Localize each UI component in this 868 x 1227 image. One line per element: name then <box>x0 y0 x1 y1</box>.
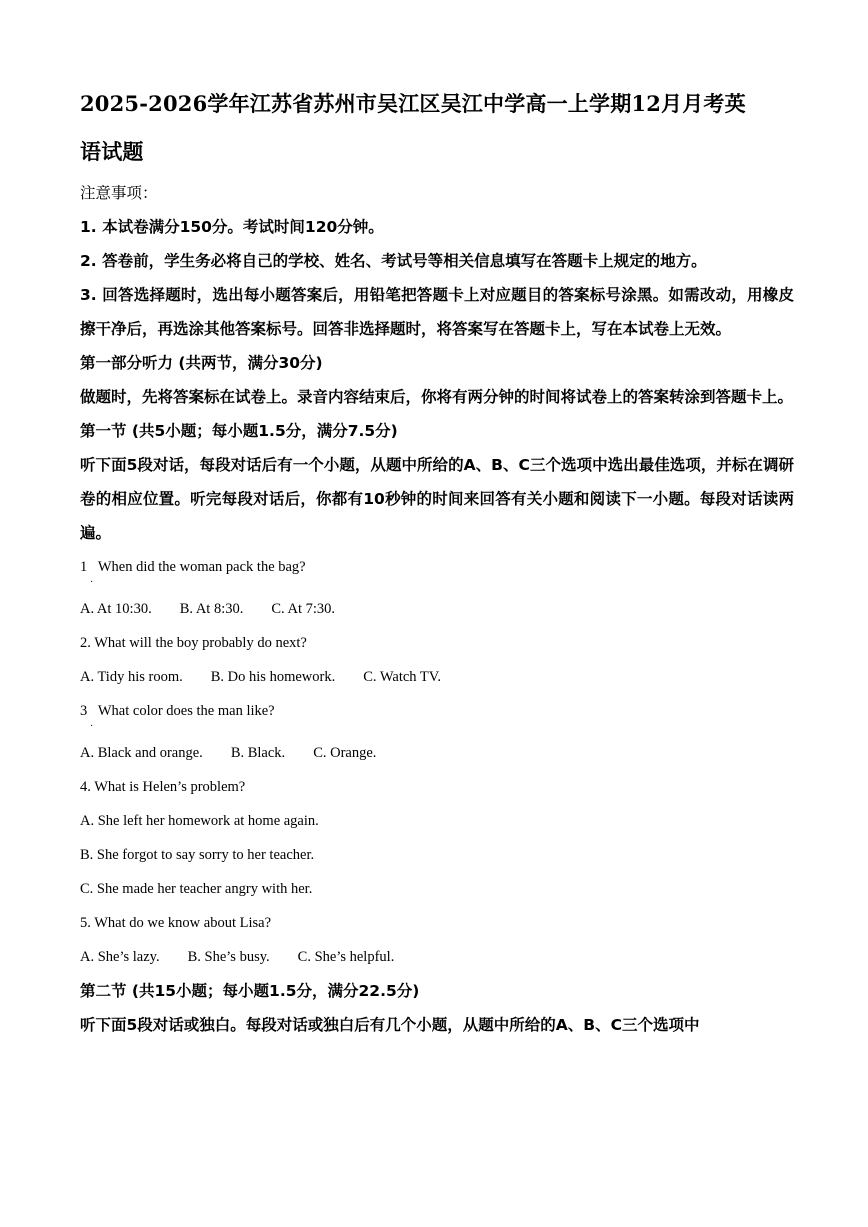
title-line-2: 语试题 <box>80 139 144 164</box>
section2-instruction: 听下面5段对话或独白。每段对话或独白后有几个小题，从题中所给的A、B、C三个选项中 <box>80 1016 700 1034</box>
q2-option-a: A. Tidy his room. <box>80 669 183 685</box>
q4-option-a: A. She left her homework at home again. <box>80 813 319 829</box>
notice-item-2: 2. 答卷前，学生务必将自己的学校、姓名、考试号等相关信息填写在答题卡上规定的地方。 <box>80 252 707 270</box>
section1-instruction: 听下面5段对话，每段对话后有一个小题，从题中所给的A、B、C三个选项中选出最佳选项，并标在调研卷的相应位置。听完每段对话后，你都有10秒钟的时间来回答有关小题和阅读下一小题。每段对话读两遍。 <box>80 456 794 542</box>
q3-option-a: A. Black and orange. <box>80 745 203 761</box>
question-1-dot: · <box>90 577 94 588</box>
q4-option-c: C. She made her teacher angry with her. <box>80 881 313 897</box>
question-3: 3 What color does the man like? <box>80 703 275 719</box>
q2-option-b: B. Do his homework. <box>210 669 336 685</box>
title-line-1: 2025-2026学年江苏省苏州市吴江区吴江中学高一上学期12月月考英 <box>80 91 746 116</box>
notice-item-3: 3. 回答选择题时，选出每小题答案后，用铅笔把答题卡上对应题目的答案标号涂黑。如需改动，用橡皮擦干净后，再选涂其他答案标号。回答非选择题时，将答案写在答题卡上，写在本试卷上无效。 <box>80 286 794 338</box>
question-2-options <box>80 660 794 694</box>
q1-option-b: B. At 8:30. <box>179 601 244 617</box>
exam-page <box>80 80 794 1042</box>
section1-heading: 第一节 (共5小题；每小题1.5分，满分7.5分) <box>80 422 398 440</box>
question-2: 2. What will the boy probably do next? <box>80 635 307 651</box>
question-4: 4. What is Helen’s problem? <box>80 779 246 795</box>
part1-heading: 第一部分听力 (共两节，满分30分) <box>80 354 323 372</box>
q1-option-a: A. At 10:30. <box>80 601 152 617</box>
q1-option-c: C. At 7:30. <box>271 601 336 617</box>
q5-option-a: A. She’s lazy. <box>80 949 160 965</box>
q3-option-b: B. Black. <box>230 745 286 761</box>
question-1: 1 When did the woman pack the bag? <box>80 559 306 575</box>
section2-heading: 第二节 (共15小题；每小题1.5分，满分22.5分) <box>80 982 420 1000</box>
notice-item-1: 1. 本试卷满分150分。考试时间120分钟。 <box>80 218 384 236</box>
q5-option-c: C. She’s helpful. <box>297 949 395 965</box>
question-5: 5. What do we know about Lisa? <box>80 915 272 931</box>
question-5-options <box>80 940 794 974</box>
question-1-options <box>80 592 794 626</box>
part1-instruction: 做题时，先将答案标在试卷上。录音内容结束后，你将有两分钟的时间将试卷上的答案转涂到答题卡上。 <box>80 388 794 406</box>
q2-option-c: C. Watch TV. <box>363 669 442 685</box>
notice-heading: 注意事项： <box>80 184 158 202</box>
q5-option-b: B. She’s busy. <box>187 949 270 965</box>
q4-option-b: B. She forgot to say sorry to her teacher. <box>80 847 315 863</box>
question-3-dot: · <box>90 721 94 732</box>
question-3-options <box>80 736 794 770</box>
q3-option-c: C. Orange. <box>313 745 377 761</box>
